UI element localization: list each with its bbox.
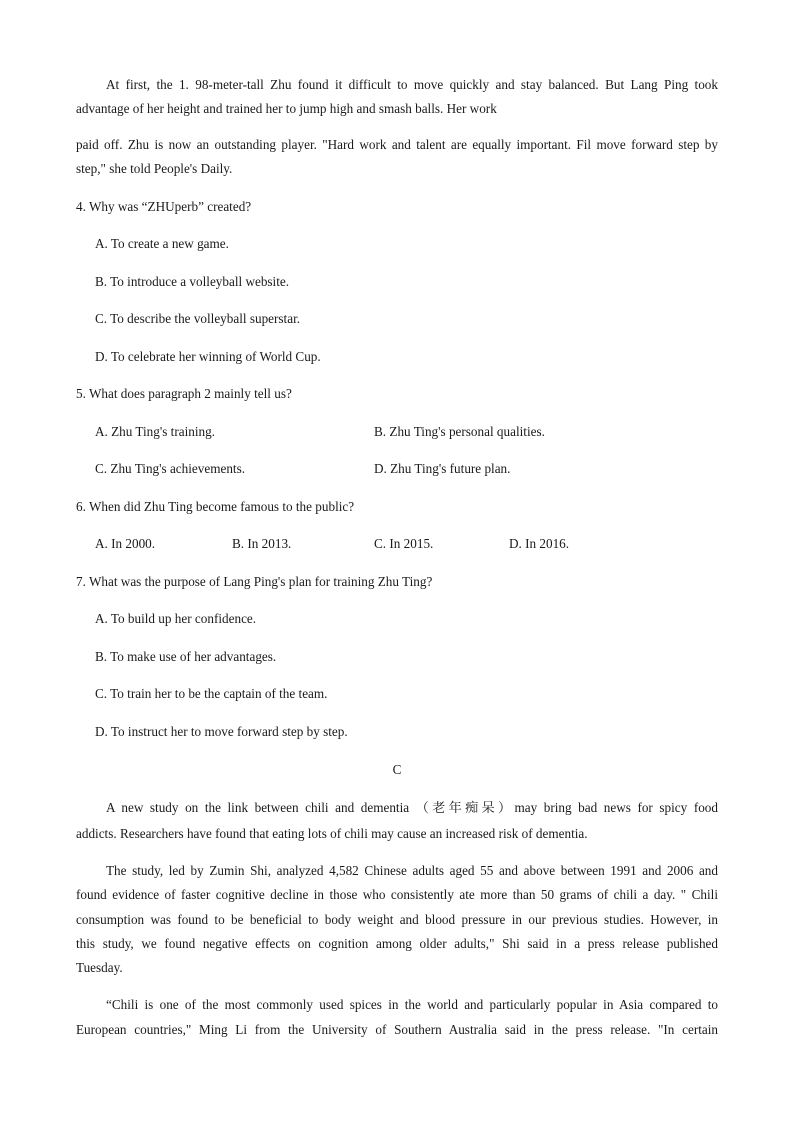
question-4-option-c: C. To describe the volleyball superstar. xyxy=(95,311,301,326)
question-7-option-d: D. To instruct her to move forward step by step. xyxy=(95,724,348,739)
question-6-option-b: B. In 2013. xyxy=(232,536,292,551)
passage-b-line-3: paid off. Zhu is now an outstanding player. "Hard work and talent are equally important. Fil move forward step by xyxy=(76,137,718,152)
passage-b-line-2: advantage of her height and trained her to jump high and smash balls. Her work xyxy=(76,101,497,116)
question-5-option-d: D. Zhu Ting's future plan. xyxy=(374,461,511,476)
section-c-p2-line-2: found evidence of faster cognitive decline in those who consistently ate more than 50 grams of chili a day. " Chili xyxy=(76,887,718,902)
question-7-stem: 7. What was the purpose of Lang Ping's plan for training Zhu Ting? xyxy=(76,574,433,589)
question-4-option-b: B. To introduce a volleyball website. xyxy=(95,274,290,289)
question-5-option-b: B. Zhu Ting's personal qualities. xyxy=(374,424,545,439)
question-4-option-a: A. To create a new game. xyxy=(95,236,229,251)
question-4-option-d: D. To celebrate her winning of World Cup. xyxy=(95,349,321,364)
question-6-stem: 6. When did Zhu Ting become famous to the public? xyxy=(76,499,355,514)
question-7-option-c: C. To train her to be the captain of the team. xyxy=(95,686,328,701)
section-c-p3-line-1: “Chili is one of the most commonly used spices in the world and particularly popular in Asia compared to xyxy=(106,997,718,1012)
section-c-p1-line-2: addicts. Researchers have found that eating lots of chili may cause an increased risk of dementia. xyxy=(76,826,588,841)
section-c-p2-line-5: Tuesday. xyxy=(76,960,123,975)
section-c-p2-line-3: consumption was found to be beneficial to body weight and blood pressure in our previous studies. However, in xyxy=(76,912,718,927)
section-c-p3-line-2: European countries," Ming Li from the University of Southern Australia said in the press release. "In certain xyxy=(76,1022,718,1037)
passage-b-line-1: At first, the 1. 98-meter-tall Zhu found it difficult to move quickly and stay balanced. But Lang Ping took xyxy=(106,77,718,92)
section-c-p2-line-1: The study, led by Zumin Shi, analyzed 4,582 Chinese adults aged 55 and above between 1991 and 2006 and xyxy=(106,863,718,878)
question-6-option-c: C. In 2015. xyxy=(374,536,434,551)
section-c-p1-line-1: A new study on the link between chili and dementia （老年痴呆）may bring bad news for spicy food xyxy=(106,800,718,815)
question-7-option-b: B. To make use of her advantages. xyxy=(95,649,277,664)
question-6-option-d: D. In 2016. xyxy=(509,536,570,551)
section-c-p2-line-4: this study, we found negative effects on cognition among older adults," Shi said in a press release published xyxy=(76,936,718,951)
passage-b-line-4: step," she told People's Daily. xyxy=(76,161,233,176)
question-5-option-a: A. Zhu Ting's training. xyxy=(95,424,215,439)
question-5-stem: 5. What does paragraph 2 mainly tell us? xyxy=(76,386,292,401)
question-6-option-a: A. In 2000. xyxy=(95,536,156,551)
question-4-stem: 4. Why was “ZHUperb” created? xyxy=(76,199,252,214)
question-5-option-c: C. Zhu Ting's achievements. xyxy=(95,461,246,476)
section-c-heading: C xyxy=(392,762,402,777)
question-7-option-a: A. To build up her confidence. xyxy=(95,611,257,626)
